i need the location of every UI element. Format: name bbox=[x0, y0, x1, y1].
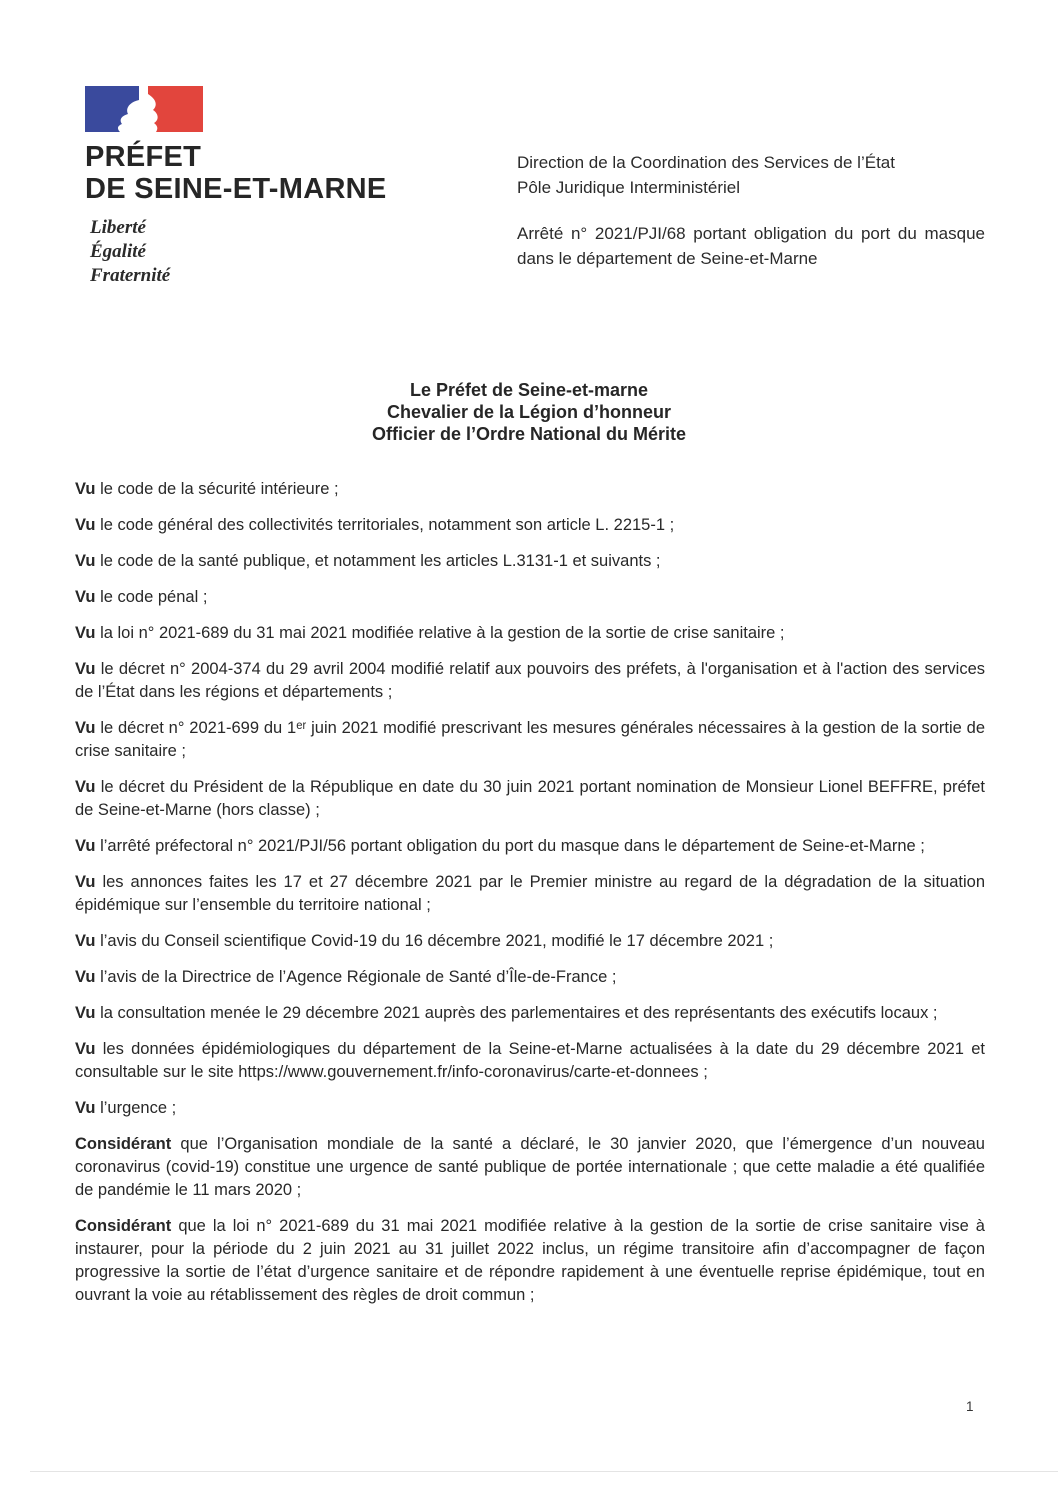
recital-lead: Vu bbox=[75, 588, 96, 606]
french-government-logo bbox=[85, 86, 505, 288]
recital-lead: Vu bbox=[75, 552, 96, 570]
recital-paragraph bbox=[75, 514, 985, 537]
recital-paragraph bbox=[75, 622, 985, 645]
prefect-title-line2: DE SEINE-ET-MARNE bbox=[85, 173, 387, 205]
recital-paragraph bbox=[75, 1133, 985, 1202]
recital-paragraph bbox=[75, 930, 985, 953]
recital-text: les données épidémiologiques du département de la Seine-et-Marne actualisées à la date du 29 décembre 2021 et consultable sur le site https://www.gouvernement.fr/info-coronavirus/carte-et-donnees ; bbox=[75, 1040, 986, 1081]
recital-lead: Vu bbox=[75, 516, 96, 534]
recital-text: l’urgence ; bbox=[100, 1099, 177, 1117]
french-flag-marianne-icon bbox=[85, 86, 203, 132]
recital-paragraph bbox=[75, 550, 985, 573]
recital-text: les annonces faites les 17 et 27 décembre 2021 par le Premier ministre au regard de la dégradation de la situation épidémique sur l’ensemble du territoire national ; bbox=[75, 873, 985, 914]
recital-paragraph bbox=[75, 717, 985, 763]
recital-lead: Vu bbox=[75, 837, 96, 855]
recital-lead: Vu bbox=[75, 873, 96, 891]
recital-paragraph bbox=[75, 1038, 985, 1084]
recital-lead: Vu bbox=[75, 1040, 96, 1058]
recital-text: le décret n° 2021-699 du 1ᵉʳ juin 2021 modifié prescrivant les mesures générales nécessaires à la gestion de la sortie de crise sanitaire ; bbox=[75, 719, 986, 760]
recital-lead: Considérant bbox=[75, 1135, 172, 1153]
page-number: 1 bbox=[966, 1399, 974, 1414]
recital-paragraph bbox=[75, 1002, 985, 1025]
recital-text: le décret n° 2004-374 du 29 avril 2004 modifié relatif aux pouvoirs des préfets, à l'organisation et à l'action des services de l’État dans les régions et départements ; bbox=[75, 660, 985, 701]
recital-text: le code de la sécurité intérieure ; bbox=[100, 480, 339, 498]
title-line-prefect: Le Préfet de Seine-et-marne bbox=[409, 380, 649, 400]
recital-text: la loi n° 2021-689 du 31 mai 2021 modifiée relative à la gestion de la sortie de crise sanitaire ; bbox=[100, 624, 785, 642]
recital-text: le code général des collectivités territoriales, notamment son article L. 2215-1 ; bbox=[100, 516, 675, 534]
recital-lead: Vu bbox=[75, 480, 96, 498]
recital-text: l’arrêté préfectoral n° 2021/PJI/56 portant obligation du port du masque dans le département de Seine-et-Marne ; bbox=[100, 837, 925, 855]
recital-paragraph bbox=[75, 658, 985, 704]
recital-lead: Vu bbox=[75, 1099, 96, 1117]
recital-paragraph bbox=[75, 478, 985, 501]
recital-lead: Vu bbox=[75, 1004, 96, 1022]
recital-paragraph bbox=[75, 1215, 985, 1307]
issuing-direction-line2: Pôle Juridique Interministériel bbox=[517, 178, 740, 197]
recital-paragraph bbox=[75, 586, 985, 609]
decree-title-block bbox=[0, 379, 1058, 445]
recital-paragraph bbox=[75, 835, 985, 858]
motto-liberte: Liberté bbox=[90, 217, 146, 238]
recital-text: le code pénal ; bbox=[100, 588, 208, 606]
issuing-direction-line1: Direction de la Coordination des Services de l’État bbox=[517, 153, 895, 172]
recital-paragraph bbox=[75, 776, 985, 822]
recital-lead: Vu bbox=[75, 778, 96, 796]
recital-text: l’avis de la Directrice de l’Agence Régionale de Santé d’Île-de-France ; bbox=[100, 968, 617, 986]
recital-lead: Vu bbox=[75, 660, 96, 678]
header-right-column bbox=[517, 150, 985, 271]
recital-paragraph bbox=[75, 966, 985, 989]
recital-lead: Vu bbox=[75, 932, 96, 950]
motto-fraternite: Fraternité bbox=[90, 265, 171, 286]
recital-lead: Vu bbox=[75, 968, 96, 986]
recital-text: le décret du Président de la République en date du 30 juin 2021 portant nomination de Monsieur Lionel BEFFRE, préfet de Seine-et-Marne (hors classe) ; bbox=[75, 778, 985, 819]
recital-text: que l’Organisation mondiale de la santé a déclaré, le 30 janvier 2020, que l’émergence d’un nouveau coronavirus (covid-19) constitue une urgence de santé publique de portée internationale ; que cette maladie a été qualifiée de pandémie le 11 mars 2020 ; bbox=[75, 1135, 985, 1199]
recital-text: l’avis du Conseil scientifique Covid-19 du 16 décembre 2021, modifié le 17 décembre 2021 ; bbox=[100, 932, 774, 950]
recitals-body bbox=[75, 478, 985, 1320]
recital-text: que la loi n° 2021-689 du 31 mai 2021 modifiée relative à la gestion de la sortie de crise sanitaire vise à instaurer, pour la période du 2 juin 2021 au 31 juillet 2022 inclus, un régime transitoire afin d’accompagner de façon progressive la sortie de l’état d’urgence sanitaire et de répondre rapidement à une éventuelle reprise épidémique, tout en ouvrant la voie au rétablissement des règles de droit commun ; bbox=[75, 1217, 985, 1304]
recital-text: le code de la santé publique, et notamment les articles L.3131-1 et suivants ; bbox=[100, 552, 661, 570]
recital-lead: Vu bbox=[75, 719, 96, 737]
motto-egalite: Égalité bbox=[90, 241, 146, 262]
recital-lead: Vu bbox=[75, 624, 96, 642]
prefect-title-line1: PRÉFET bbox=[85, 141, 202, 173]
decree-subject: Arrêté n° 2021/PJI/68 portant obligation du port du masque dans le département de Seine-et-Marne bbox=[517, 224, 985, 268]
recital-paragraph bbox=[75, 871, 985, 917]
recital-text: la consultation menée le 29 décembre 2021 auprès des parlementaires et des représentants des exécutifs locaux ; bbox=[100, 1004, 938, 1022]
title-line-legion-honneur: Chevalier de la Légion d’honneur bbox=[386, 402, 672, 422]
scan-artifact-line bbox=[30, 1471, 1058, 1472]
republic-motto bbox=[90, 216, 505, 288]
recital-lead: Considérant bbox=[75, 1217, 172, 1235]
recital-paragraph bbox=[75, 1097, 985, 1120]
title-line-ordre-merite: Officier de l’Ordre National du Mérite bbox=[371, 424, 687, 444]
